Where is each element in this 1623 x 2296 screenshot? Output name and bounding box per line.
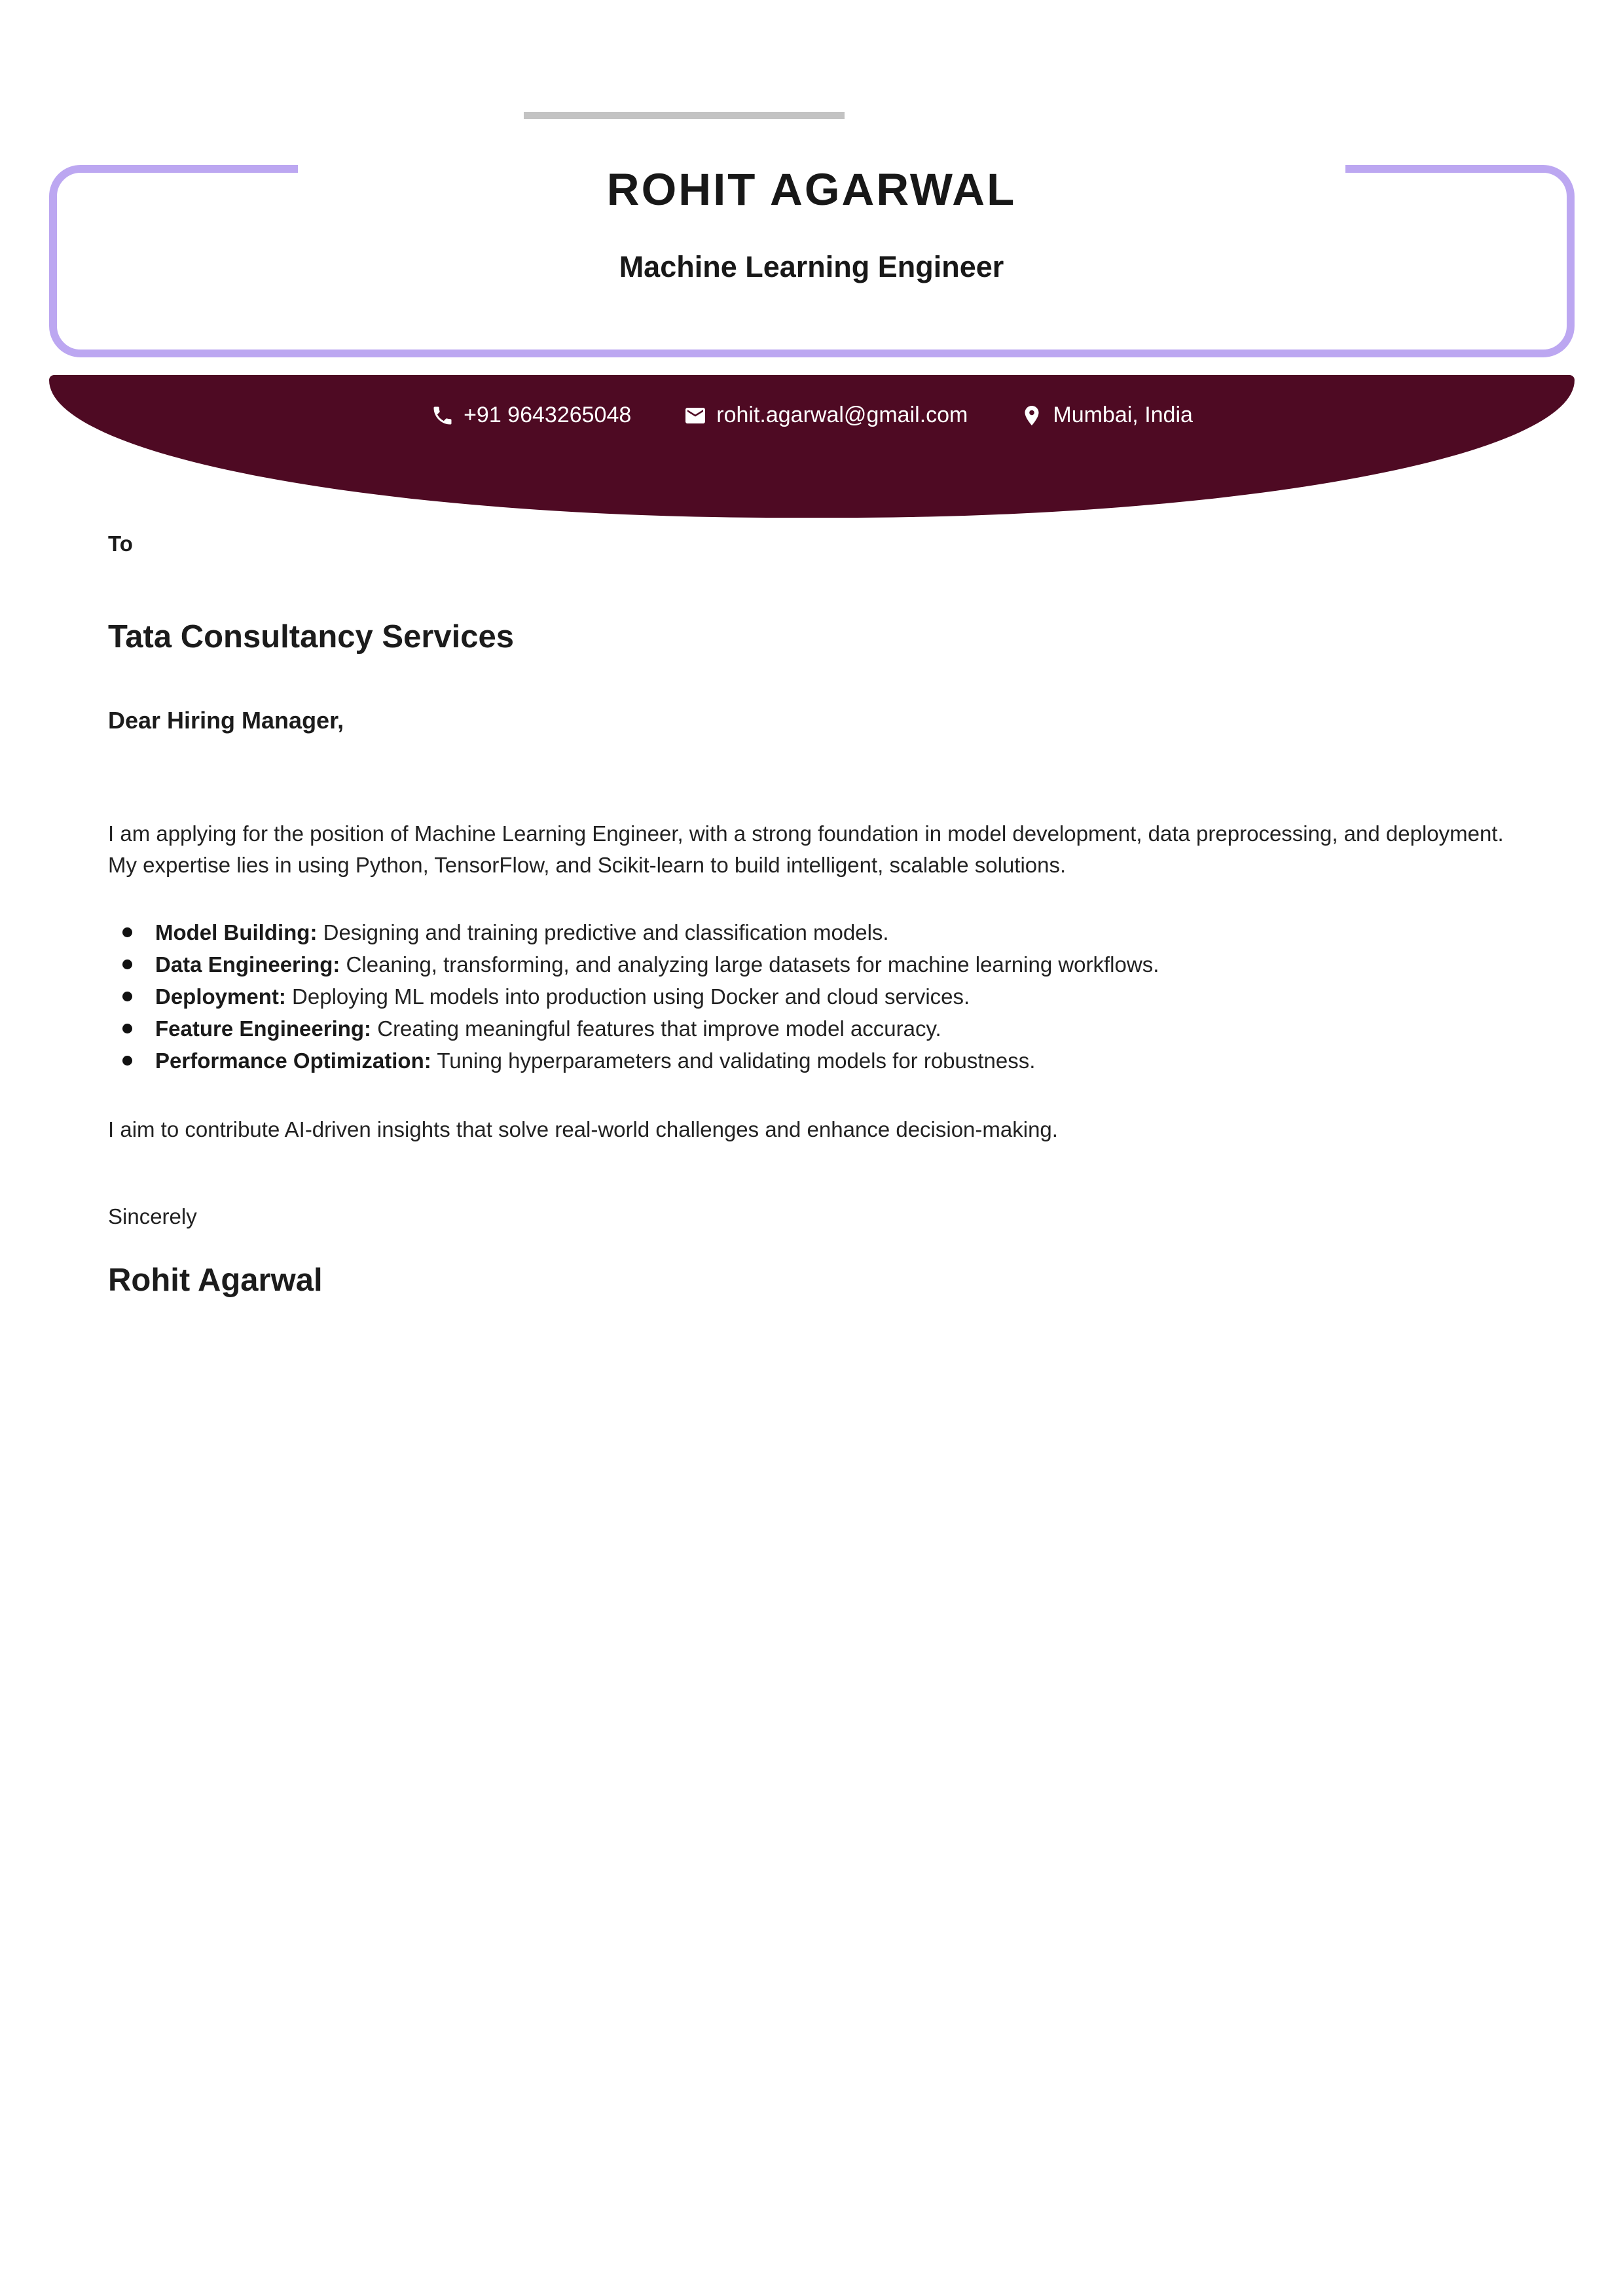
bullet-label: Model Building: bbox=[155, 920, 318, 944]
closing-paragraph: I aim to contribute AI-driven insights that solve real-world challenges and enhance decision-making. bbox=[108, 1117, 1058, 1141]
letter-body bbox=[108, 0, 1517, 2296]
bullet-label: Feature Engineering: bbox=[155, 1016, 372, 1041]
bullet-text: Cleaning, transforming, and analyzing large datasets for machine learning workflows. bbox=[346, 952, 1159, 977]
bullet-icon bbox=[122, 1024, 132, 1033]
bullet-icon bbox=[122, 960, 132, 969]
recipient-name: Tata Consultancy Services bbox=[108, 619, 515, 655]
bullet-icon bbox=[122, 992, 132, 1001]
bullet-icon bbox=[122, 1056, 132, 1066]
bullet-text: Designing and training predictive and classification models. bbox=[323, 920, 889, 944]
list-item bbox=[108, 1013, 1517, 1045]
contact-location-text: Mumbai, India bbox=[1053, 403, 1193, 427]
signoff: Sincerely bbox=[108, 1204, 197, 1229]
bullet-label: Deployment: bbox=[155, 984, 286, 1009]
bullet-text: Deploying ML models into production using Docker and cloud services. bbox=[292, 984, 970, 1009]
to-label: To bbox=[108, 531, 133, 556]
contact-email-text: rohit.agarwal@gmail.com bbox=[716, 403, 968, 427]
bullet-text: Tuning hyperparameters and validating models for robustness. bbox=[437, 1049, 1036, 1073]
intro-paragraph: I am applying for the position of Machine Learning Engineer, with a strong foundation in model development, data preprocessing, and deployment. My expertise lies in using Python, TensorFlow, and Scikit-learn to build intelligent, scalable solutions. bbox=[108, 821, 1504, 877]
candidate-name: ROHIT AGARWAL bbox=[606, 164, 1017, 215]
bullet-text: Creating meaningful features that improve model accuracy. bbox=[377, 1016, 941, 1041]
list-item bbox=[108, 948, 1517, 980]
list-item bbox=[108, 916, 1517, 948]
bullet-icon bbox=[122, 927, 132, 937]
candidate-job-title: Machine Learning Engineer bbox=[619, 250, 1004, 283]
contact-phone-text: +91 9643265048 bbox=[464, 403, 632, 427]
signature-name: Rohit Agarwal bbox=[108, 1263, 323, 1298]
bullet-label: Performance Optimization: bbox=[155, 1049, 431, 1073]
list-item bbox=[108, 980, 1517, 1013]
list-item bbox=[108, 1045, 1517, 1077]
salutation: Dear Hiring Manager, bbox=[108, 707, 344, 734]
bullet-label: Data Engineering: bbox=[155, 952, 340, 977]
skills-bullet-list bbox=[108, 916, 1517, 1077]
